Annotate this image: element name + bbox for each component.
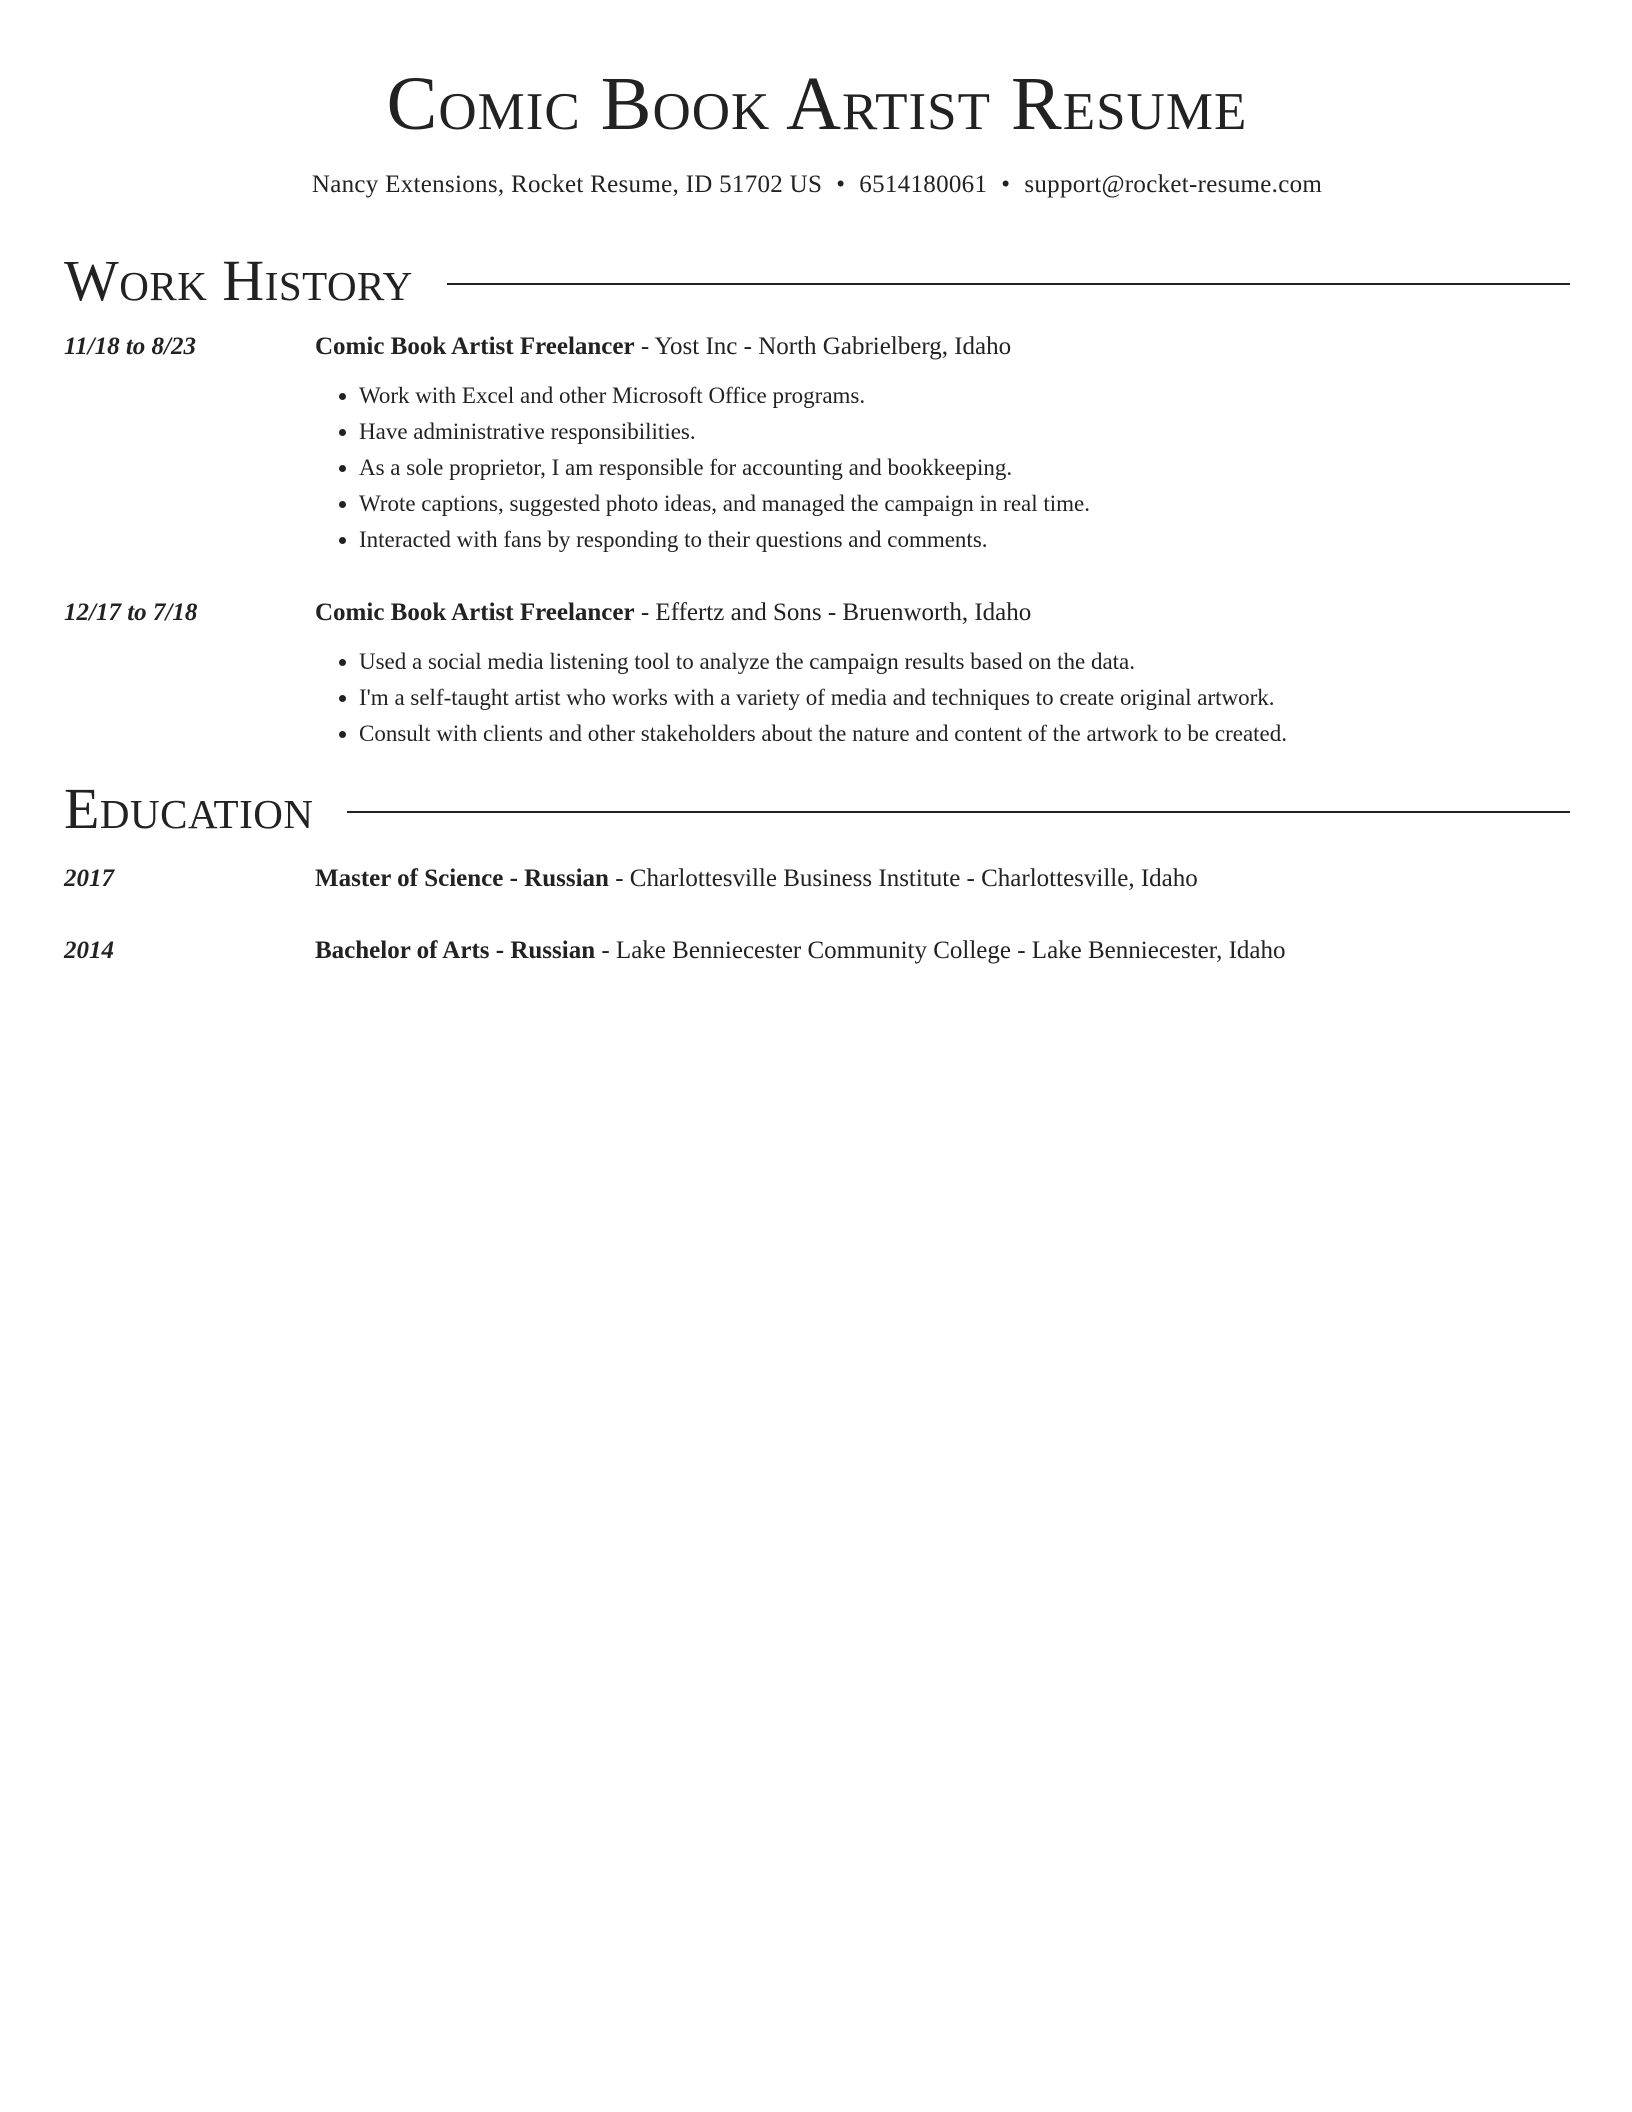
education-heading: Education: [64, 776, 314, 841]
work-history-heading: Work History: [64, 248, 413, 313]
job-bullets: [315, 378, 1570, 558]
contact-address: Nancy Extensions, Rocket Resume, ID 51702 US: [311, 171, 823, 198]
contact-email: support@rocket-resume.com: [1024, 171, 1323, 198]
education-year: 2017: [64, 865, 114, 892]
job-bullet: • Interacted with fans by responding to their questions and comments.: [359, 522, 1570, 558]
job-entry: [64, 330, 1570, 558]
job-entry: [64, 596, 1570, 752]
job-dates: 11/18 to 8/23: [64, 333, 196, 360]
job-bullet: • Have administrative responsibilities.: [359, 414, 1570, 450]
resume-title: Comic Book Artist Resume: [386, 62, 1248, 146]
section-divider: [447, 283, 1570, 285]
education-details: - Charlottesville Business Institute - Charlottesville, Idaho: [608, 865, 1198, 892]
education-body: [315, 862, 1570, 896]
education-degree: Bachelor of Arts - Russian: [315, 937, 596, 964]
contact-separator: •: [836, 171, 846, 198]
education-year: 2014: [64, 937, 114, 964]
contact-line: [64, 168, 1570, 202]
job-heading: [315, 596, 1570, 630]
education-body: [315, 934, 1570, 968]
contact-phone: 6514180061: [859, 171, 988, 198]
job-bullets: [315, 644, 1570, 752]
education-entry: [64, 862, 1570, 896]
job-details: - Effertz and Sons - Bruenworth, Idaho: [634, 599, 1032, 626]
job-bullet: • I'm a self-taught artist who works with a variety of media and techniques to create original artwork.: [359, 680, 1570, 716]
section-divider: [347, 811, 1570, 813]
work-history-header: [64, 246, 1570, 316]
contact-separator: •: [1001, 171, 1011, 198]
education-heading-line: [315, 862, 1570, 896]
job-role: Comic Book Artist Freelancer: [315, 333, 635, 360]
job-bullet: • Consult with clients and other stakeholders about the nature and content of the artwork to be created.: [359, 716, 1570, 752]
job-bullet: • Used a social media listening tool to analyze the campaign results based on the data.: [359, 644, 1570, 680]
job-role: Comic Book Artist Freelancer: [315, 599, 635, 626]
job-dates: 12/17 to 7/18: [64, 599, 198, 626]
job-details: - Yost Inc - North Gabrielberg, Idaho: [634, 333, 1012, 360]
education-entry: [64, 934, 1570, 968]
job-body: [315, 596, 1570, 752]
education-degree: Master of Science - Russian: [315, 865, 609, 892]
job-heading: [315, 330, 1570, 364]
education-header: [64, 774, 1570, 844]
education-details: - Lake Benniecester Community College - Lake Benniecester, Idaho: [595, 937, 1286, 964]
resume-page: [64, 0, 1570, 968]
job-bullet: • Work with Excel and other Microsoft Office programs.: [359, 378, 1570, 414]
job-bullet: • As a sole proprietor, I am responsible for accounting and bookkeeping.: [359, 450, 1570, 486]
job-body: [315, 330, 1570, 558]
job-bullet: • Wrote captions, suggested photo ideas, and managed the campaign in real time.: [359, 486, 1570, 522]
education-heading-line: [315, 934, 1570, 968]
